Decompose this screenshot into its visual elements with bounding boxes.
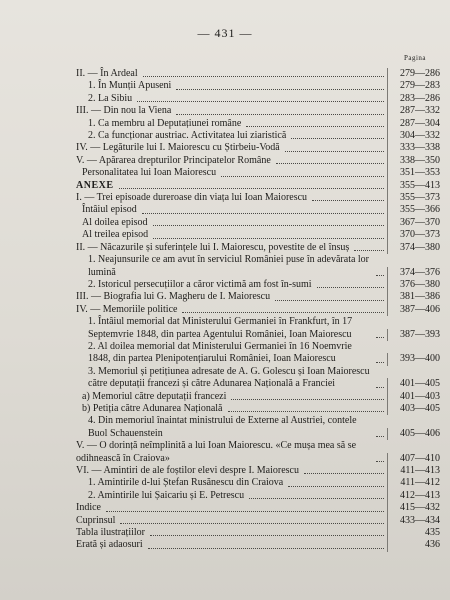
toc-entry-title: 2. Amintirile lui Șaicariu și E. Petrescu (88, 489, 245, 501)
toc-entry-title: IV. — Legăturile lui I. Maiorescu cu Știrbeiu-Vodă (76, 142, 280, 154)
toc-entry-title: ANEXE (76, 179, 114, 191)
dot-leader (142, 213, 384, 214)
toc-entry (76, 254, 440, 279)
toc-entry-pages: 374—380 (387, 242, 440, 254)
toc-entry-pages: 367—370 (387, 217, 440, 229)
toc-entry-pages: 355—366 (387, 204, 440, 216)
table-of-contents (76, 68, 440, 552)
toc-entry (76, 217, 440, 229)
dot-leader (376, 387, 384, 388)
toc-entry-pages: 355—373 (387, 192, 440, 204)
dot-leader (376, 436, 384, 437)
toc-entry-pages: 412—413 (387, 490, 440, 502)
toc-entry (76, 279, 440, 291)
toc-entry-title: III. — Biografia lui G. Magheru de I. Maiorescu (76, 291, 271, 303)
toc-entry (76, 192, 440, 204)
dot-leader (137, 101, 384, 102)
toc-entry-pages: 287—332 (387, 105, 440, 117)
toc-entry (76, 118, 440, 130)
toc-entry (76, 291, 440, 303)
dot-leader (291, 138, 384, 139)
toc-entry-title: Al doilea episod (82, 216, 148, 228)
toc-entry-pages: 387—406 (387, 304, 440, 316)
toc-entry (76, 341, 440, 366)
toc-entry (76, 68, 440, 80)
toc-entry (76, 527, 440, 539)
toc-entry (76, 477, 440, 489)
dot-leader (176, 89, 384, 90)
toc-entry-pages: 304—332 (387, 130, 440, 142)
dot-leader (246, 126, 384, 127)
toc-entry-pages: 351—353 (387, 167, 440, 179)
dot-leader (228, 411, 385, 412)
toc-entry (76, 242, 440, 254)
toc-entry (76, 415, 440, 440)
toc-entry-title: Indice (76, 502, 101, 514)
dot-leader (150, 535, 384, 536)
toc-entry (76, 515, 440, 527)
toc-entry-title: Tabla ilustrațiilor (76, 527, 146, 539)
toc-entry-pages: 401—405 (387, 378, 440, 390)
toc-entry-title: 4. Din memoriul înaintat ministrului de Externe al Austriei, contele Buol Schauenstein (88, 415, 357, 439)
toc-entry-title: II. — În Ardeal (76, 68, 138, 79)
toc-entry-title: I. — Trei episoade dureroase din viața lui Ioan Maiorescu (76, 192, 308, 204)
toc-entry (76, 539, 440, 551)
toc-entry-pages: 435 (387, 527, 440, 539)
toc-entry-title: Cuprinsul (76, 514, 116, 526)
dot-leader (288, 486, 384, 487)
toc-entry-pages: 403—405 (387, 403, 440, 415)
toc-entry-title: V. — Apărarea drepturilor Principatelor Române (76, 154, 271, 166)
dot-leader (249, 498, 384, 499)
toc-entry (76, 391, 440, 403)
toc-entry-pages: 393—400 (387, 353, 440, 365)
toc-entry-pages: 370—373 (387, 229, 440, 241)
dot-leader (119, 188, 384, 189)
toc-entry-title: 2. Istoricul persecuțiilor a căror victimă am fost în-sumi (88, 278, 312, 290)
toc-entry-title: VI. — Amintiri de ale foștilor elevi despre I. Maiorescu (76, 465, 299, 476)
toc-entry-pages: 333—338 (387, 142, 440, 154)
toc-entry-pages: 279—286 (387, 68, 440, 80)
page-number: — 431 — (197, 26, 253, 40)
toc-entry-pages: 411—412 (387, 477, 440, 489)
dot-leader (143, 76, 384, 77)
toc-entry-pages: 374—376 (387, 267, 440, 279)
toc-entry-pages: 405—406 (387, 428, 440, 440)
toc-entry-title: Al treilea episod (82, 229, 149, 241)
toc-entry (76, 80, 440, 92)
dot-leader (354, 250, 384, 251)
dot-leader (176, 114, 384, 115)
toc-entry (76, 502, 440, 514)
toc-entry (76, 304, 440, 316)
toc-entry (76, 130, 440, 142)
toc-entry (76, 142, 440, 154)
toc-entry-title: 1. Neajunsurile ce am avut în serviciul României puse în adevărata lor lumină (88, 254, 370, 278)
toc-entry (76, 403, 440, 415)
toc-entry-pages: 283—286 (387, 93, 440, 105)
toc-entry (76, 440, 440, 465)
toc-entry (76, 167, 440, 179)
toc-entry-title: b) Petiția către Adunarea Națională (82, 402, 223, 414)
toc-entry-title: 2. Ca funcționar austriac. Activitatea lui ziaristică (88, 130, 287, 142)
toc-entry (76, 229, 440, 241)
toc-entry-pages: 407—410 (387, 453, 440, 465)
dot-leader (221, 176, 384, 177)
dot-leader (276, 163, 384, 164)
toc-entry-pages: 387—393 (387, 329, 440, 341)
toc-entry-title: a) Memoriul către deputații francezi (82, 390, 227, 402)
toc-entry-pages: 355—413 (387, 180, 440, 192)
dot-leader (275, 300, 384, 301)
toc-entry-pages: 338—350 (387, 155, 440, 167)
dot-leader (317, 287, 384, 288)
toc-entry-title: 3. Memoriul și petițiunea adresate de A. G. Golescu și Ioan Maiorescu către deputații francezi și către Adunarea Națională a Franciei (88, 365, 370, 390)
page-column-header: Pagina (403, 54, 427, 62)
toc-entry-title: 2. La Sibiu (88, 92, 133, 104)
toc-entry-title: II. — Năcazurile și suferințele lui I. Maiorescu, povestite de el însuș (76, 241, 350, 253)
toc-entry-title: 1. Ca membru al Deputațiunei române (88, 117, 242, 129)
toc-entry-title: 1. În Munții Apuseni (88, 80, 172, 92)
dot-leader (153, 225, 384, 226)
toc-entry-pages: 411—413 (387, 465, 440, 477)
toc-entry-pages: 415—432 (387, 502, 440, 514)
toc-entry (76, 465, 440, 477)
dot-leader (153, 238, 384, 239)
toc-entry-pages: 436 (387, 539, 440, 551)
toc-entry (76, 155, 440, 167)
toc-entry-title: 2. Al doilea memorial dat Ministerului Germaniei în 16 Noemvrie 1848, din partea Plenipotențiarului României, Ioan Maiorescu (88, 340, 352, 365)
dot-leader (285, 151, 384, 152)
toc-entry (76, 204, 440, 216)
dot-leader (312, 200, 384, 201)
toc-entry-pages: 401—403 (387, 391, 440, 403)
toc-entry-pages: 279—283 (387, 80, 440, 92)
dot-leader (376, 461, 384, 462)
toc-entry-title: Întâiul episod (82, 204, 137, 216)
dot-leader (376, 337, 384, 338)
toc-entry (76, 366, 440, 391)
toc-entry-pages: 287—304 (387, 118, 440, 130)
dot-leader (182, 312, 384, 313)
toc-entry-title: Personalitatea lui Ioan Maiorescu (82, 167, 217, 179)
toc-entry-title: IV. — Memoriile politice (76, 303, 178, 315)
toc-entry-title: V. — O dorință neîmplinită a lui Ioan Maiorescu. «Ce mușa mea să se odihnească în Craiova» (76, 440, 357, 464)
dot-leader (106, 511, 384, 512)
toc-entry (76, 105, 440, 117)
toc-entry (76, 180, 440, 192)
toc-entry-title: 1. Întâiul memorial dat Ministerului Germaniei în Frankfurt, în 17 Septemvrie 1848, din partea Agentului României, Ioan Maiorescu (88, 316, 353, 340)
dot-leader (376, 362, 384, 363)
toc-entry-title: III. — Din nou la Viena (76, 105, 172, 117)
toc-entry-title: Erată și adaosuri (76, 539, 143, 551)
toc-entry-pages: 433—434 (387, 515, 440, 527)
toc-entry (76, 490, 440, 502)
toc-entry-pages: 376—380 (387, 279, 440, 291)
dot-leader (148, 548, 384, 549)
dot-leader (376, 275, 384, 276)
toc-entry-pages: 381—386 (387, 291, 440, 303)
toc-entry (76, 316, 440, 341)
dot-leader (231, 399, 384, 400)
dot-leader (120, 523, 384, 524)
toc-entry-title: 1. Amintirile d-lui Ștefan Rusănescu din Craiova (88, 477, 284, 489)
toc-entry (76, 93, 440, 105)
dot-leader (304, 473, 384, 474)
